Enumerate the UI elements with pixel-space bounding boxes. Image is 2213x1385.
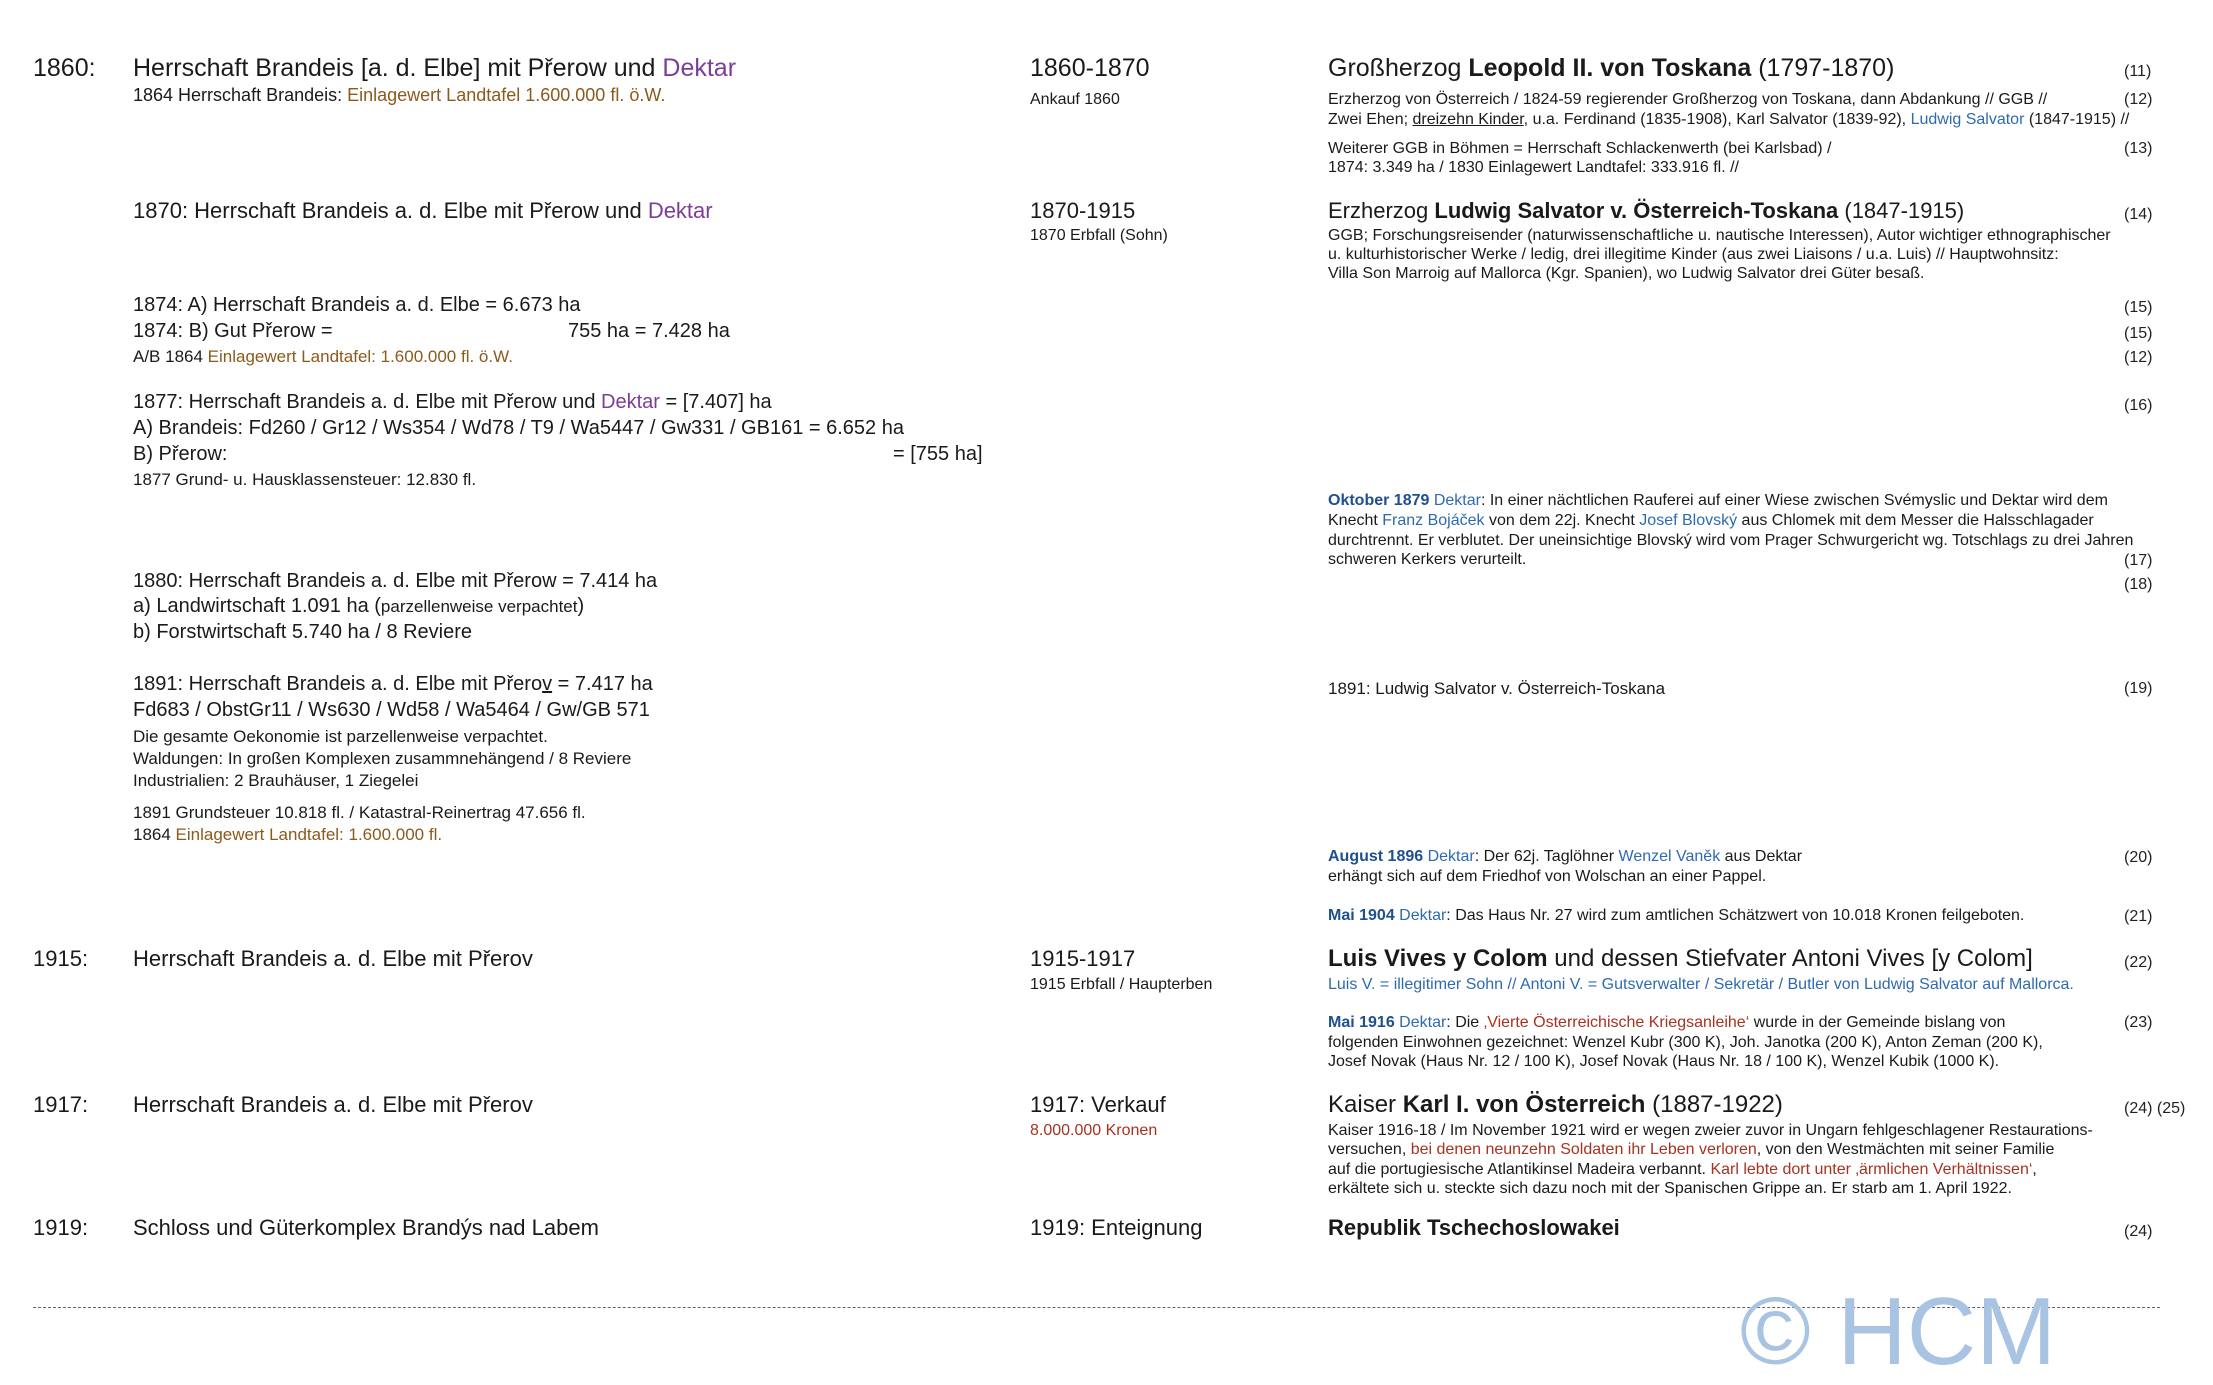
owner-1860: Großherzog Leopold II. von Toskana (1797-1870) <box>1328 54 1895 82</box>
stats-1891-g: 1864 Einlagewert Landtafel: 1.600.000 fl. <box>133 825 443 844</box>
ref-12: (12) <box>2124 91 2153 108</box>
estate-1860: Herrschaft Brandeis [a. d. Elbe] mit Přerow und Dektar <box>133 54 737 82</box>
stats-1874-a: 1874: A) Herrschaft Brandeis a. d. Elbe = 6.673 ha <box>133 294 581 316</box>
estate-1919: Schloss und Güterkomplex Brandýs nad Labem <box>133 1215 599 1240</box>
owner-1917-note-3: auf die portugiesische Atlantikinsel Madeira verbannt. Karl lebte dort unter ‚ärmlichen Verhältnissen‘, <box>1328 1161 2037 1178</box>
ref-11: (11) <box>2124 63 2152 80</box>
ref-15b: (15) <box>2124 325 2153 342</box>
event-1896-line-2: erhängt sich auf dem Friedhof von Wolschan an einer Pappel. <box>1328 868 1767 885</box>
stats-1891-b: Fd683 / ObstGr11 / Ws630 / Wd58 / Wa5464 / Gw/GB 571 <box>133 699 650 721</box>
ref-13: (13) <box>2124 140 2153 157</box>
owner-1860-note-4: 1874: 3.349 ha / 1830 Einlagewert Landtafel: 333.916 fl. // <box>1328 159 1739 176</box>
stats-1891-d: Waldungen: In großen Komplexen zusammnehängend / 8 Reviere <box>133 749 632 768</box>
period-note-1917: 8.000.000 Kronen <box>1030 1122 1158 1139</box>
owner-1917-note-4: erkältete sich u. steckte sich dazu noch mit der Spanischen Grippe an. Er starb am 1. April 1922. <box>1328 1180 2012 1197</box>
estate-1917: Herrschaft Brandeis a. d. Elbe mit Přerov <box>133 1092 533 1117</box>
year-1915: 1915: <box>33 946 89 971</box>
ref-12b: (12) <box>2124 349 2153 366</box>
stats-1891-a: 1891: Herrschaft Brandeis a. d. Elbe mit Přerov = 7.417 ha <box>133 673 653 695</box>
period-1915: 1915-1917 <box>1030 946 1136 971</box>
stats-1874-b: 1874: B) Gut Přerow = <box>133 320 333 342</box>
estate-1864-value: 1864 Herrschaft Brandeis: Einlagewert Landtafel 1.600.000 fl. ö.W. <box>133 85 666 105</box>
owner-1917-note-1: Kaiser 1916-18 / Im November 1921 wird er wegen zweier zuvor in Ungarn fehlgeschlagener Restaurations- <box>1328 1122 2093 1139</box>
stats-1891-e: Industrialien: 2 Brauhäuser, 1 Ziegelei <box>133 771 419 790</box>
period-1860: 1860-1870 <box>1030 54 1150 82</box>
stats-1891-f: 1891 Grundsteuer 10.818 fl. / Katastral-Reinertrag 47.656 fl. <box>133 803 586 822</box>
owner-1919: Republik Tschechoslowakei <box>1328 1215 1620 1240</box>
stats-1880-c: b) Forstwirtschaft 5.740 ha / 8 Reviere <box>133 621 473 643</box>
owner-1915: Luis Vives y Colom und dessen Stiefvater Antoni Vives [y Colom] <box>1328 945 2033 972</box>
stats-1877-d: 1877 Grund- u. Hausklassensteuer: 12.830 fl. <box>133 470 477 489</box>
event-1879-line-2: Knecht Franz Bojáček von dem 22j. Knecht Josef Blovský aus Chlomek mit dem Messer die Halsschlagader <box>1328 512 2094 529</box>
event-1879-line-3: durchtrennt. Er verblutet. Der uneinsichtige Blovský wird vom Prager Schwurgericht wg. Totschlags zu drei Jahren <box>1328 532 2134 549</box>
period-1919: 1919: Enteignung <box>1030 1215 1203 1240</box>
ref-14: (14) <box>2124 206 2153 223</box>
ref-15a: (15) <box>2124 299 2153 316</box>
owner-1870: Erzherzog Ludwig Salvator v. Österreich-Toskana (1847-1915) <box>1328 198 1965 223</box>
ref-18: (18) <box>2124 576 2153 593</box>
stats-1874-c: A/B 1864 Einlagewert Landtafel: 1.600.000 fl. ö.W. <box>133 347 513 366</box>
owner-1917-note-2: versuchen, bei denen neunzehn Soldaten ihr Leben verloren, von den Westmächten mit seiner Familie <box>1328 1141 2055 1158</box>
period-note-1870: 1870 Erbfall (Sohn) <box>1030 227 1168 244</box>
estate-1915: Herrschaft Brandeis a. d. Elbe mit Přerov <box>133 946 533 971</box>
event-1904: Mai 1904 Dektar: Das Haus Nr. 27 wird zum amtlichen Schätzwert von 10.018 Kronen feilgeboten. <box>1328 907 2025 924</box>
stats-1877-c: B) Přerow: <box>133 443 228 465</box>
period-1870: 1870-1915 <box>1030 198 1136 223</box>
stats-1891-c: Die gesamte Oekonomie ist parzellenweise verpachtet. <box>133 727 548 746</box>
ref-21: (21) <box>2124 908 2153 925</box>
ref-19: (19) <box>2124 680 2153 697</box>
ref-22: (22) <box>2124 954 2153 971</box>
year-1919: 1919: <box>33 1215 89 1240</box>
period-note-1860: Ankauf 1860 <box>1030 91 1120 108</box>
ref-24: (24) <box>2124 1223 2153 1240</box>
event-1896-line-1: August 1896 Dektar: Der 62j. Taglöhner Wenzel Vaněk aus Dektar <box>1328 848 1803 865</box>
ref-16: (16) <box>2124 397 2153 414</box>
copyright-watermark: © HCM <box>1740 1278 2057 1385</box>
stats-1880-a: 1880: Herrschaft Brandeis a. d. Elbe mit Přerow = 7.414 ha <box>133 570 658 592</box>
owner-1860-note-2: Zwei Ehen; dreizehn Kinder, u.a. Ferdinand (1835-1908), Karl Salvator (1839-92), Ludwig Salvator (1847-1915) // <box>1328 111 2130 128</box>
owner-1891: 1891: Ludwig Salvator v. Österreich-Toskana <box>1328 679 1666 698</box>
stats-1877-b: A) Brandeis: Fd260 / Gr12 / Ws354 / Wd78 / T9 / Wa5447 / Gw331 / GB161 = 6.652 ha <box>133 417 904 439</box>
stats-1874-b-values: 755 ha = 7.428 ha <box>568 320 730 342</box>
ref-23: (23) <box>2124 1014 2153 1031</box>
owner-1860-note-3: Weiterer GGB in Böhmen = Herrschaft Schlackenwerth (bei Karlsbad) / <box>1328 140 1832 157</box>
year-1860: 1860: <box>33 54 96 82</box>
stats-1880-b: a) Landwirtschaft 1.091 ha (parzellenweise verpachtet) <box>133 595 585 617</box>
ref-24-25: (24) (25) <box>2124 1100 2186 1117</box>
ref-17: (17) <box>2124 552 2153 569</box>
event-1916-line-3: Josef Novak (Haus Nr. 12 / 100 K), Josef Novak (Haus Nr. 18 / 100 K), Wenzel Kubik (1000 K). <box>1328 1053 2000 1070</box>
period-1917: 1917: Verkauf <box>1030 1092 1166 1117</box>
estate-1870: 1870: Herrschaft Brandeis a. d. Elbe mit Přerow und Dektar <box>133 198 713 223</box>
dektar-link: Dektar <box>662 54 737 82</box>
event-1879-line-1: Oktober 1879 Dektar: In einer nächtlichen Rauferei auf einer Wiese zwischen Svémyslic und Dektar wird dem <box>1328 492 2108 509</box>
event-1916-line-2: folgenden Einwohnen gezeichnet: Wenzel Kubr (300 K), Joh. Janotka (200 K), Anton Zeman (200 K), <box>1328 1034 2043 1051</box>
owner-1917: Kaiser Karl I. von Österreich (1887-1922) <box>1328 1091 1783 1118</box>
owner-1870-note-2: u. kulturhistorischer Werke / ledig, drei illegitime Kinder (aus zwei Liaisons / u.a. Luis) // Hauptwohnsitz: <box>1328 246 2059 263</box>
owner-1915-note: Luis V. = illegitimer Sohn // Antoni V. = Gutsverwalter / Sekretär / Butler von Ludwig Salvator auf Mallorca. <box>1328 976 2074 993</box>
year-1917: 1917: <box>33 1092 89 1117</box>
owner-1860-note-1: Erzherzog von Österreich / 1824-59 regierender Großherzog von Toskana, dann Abdankung // GGB // <box>1328 91 2048 108</box>
period-note-1915: 1915 Erbfall / Haupterben <box>1030 976 1213 993</box>
ref-20: (20) <box>2124 849 2153 866</box>
stats-1877-a: 1877: Herrschaft Brandeis a. d. Elbe mit Přerow und Dektar = [7.407] ha <box>133 391 772 413</box>
event-1916-line-1: Mai 1916 Dektar: Die ‚Vierte Österreichische Kriegsanleihe‘ wurde in der Gemeinde bislang von <box>1328 1014 2006 1031</box>
owner-1870-note-1: GGB; Forschungsreisender (naturwissenschaftliche u. nautische Interessen), Autor wichtiger ethnographischer <box>1328 227 2111 244</box>
owner-1870-note-3: Villa Son Marroig auf Mallorca (Kgr. Spanien), wo Ludwig Salvator drei Güter besaß. <box>1328 265 1925 282</box>
event-1879-line-4: schweren Kerkers verurteilt. <box>1328 551 1527 568</box>
stats-1877-c-value: = [755 ha] <box>893 443 983 465</box>
